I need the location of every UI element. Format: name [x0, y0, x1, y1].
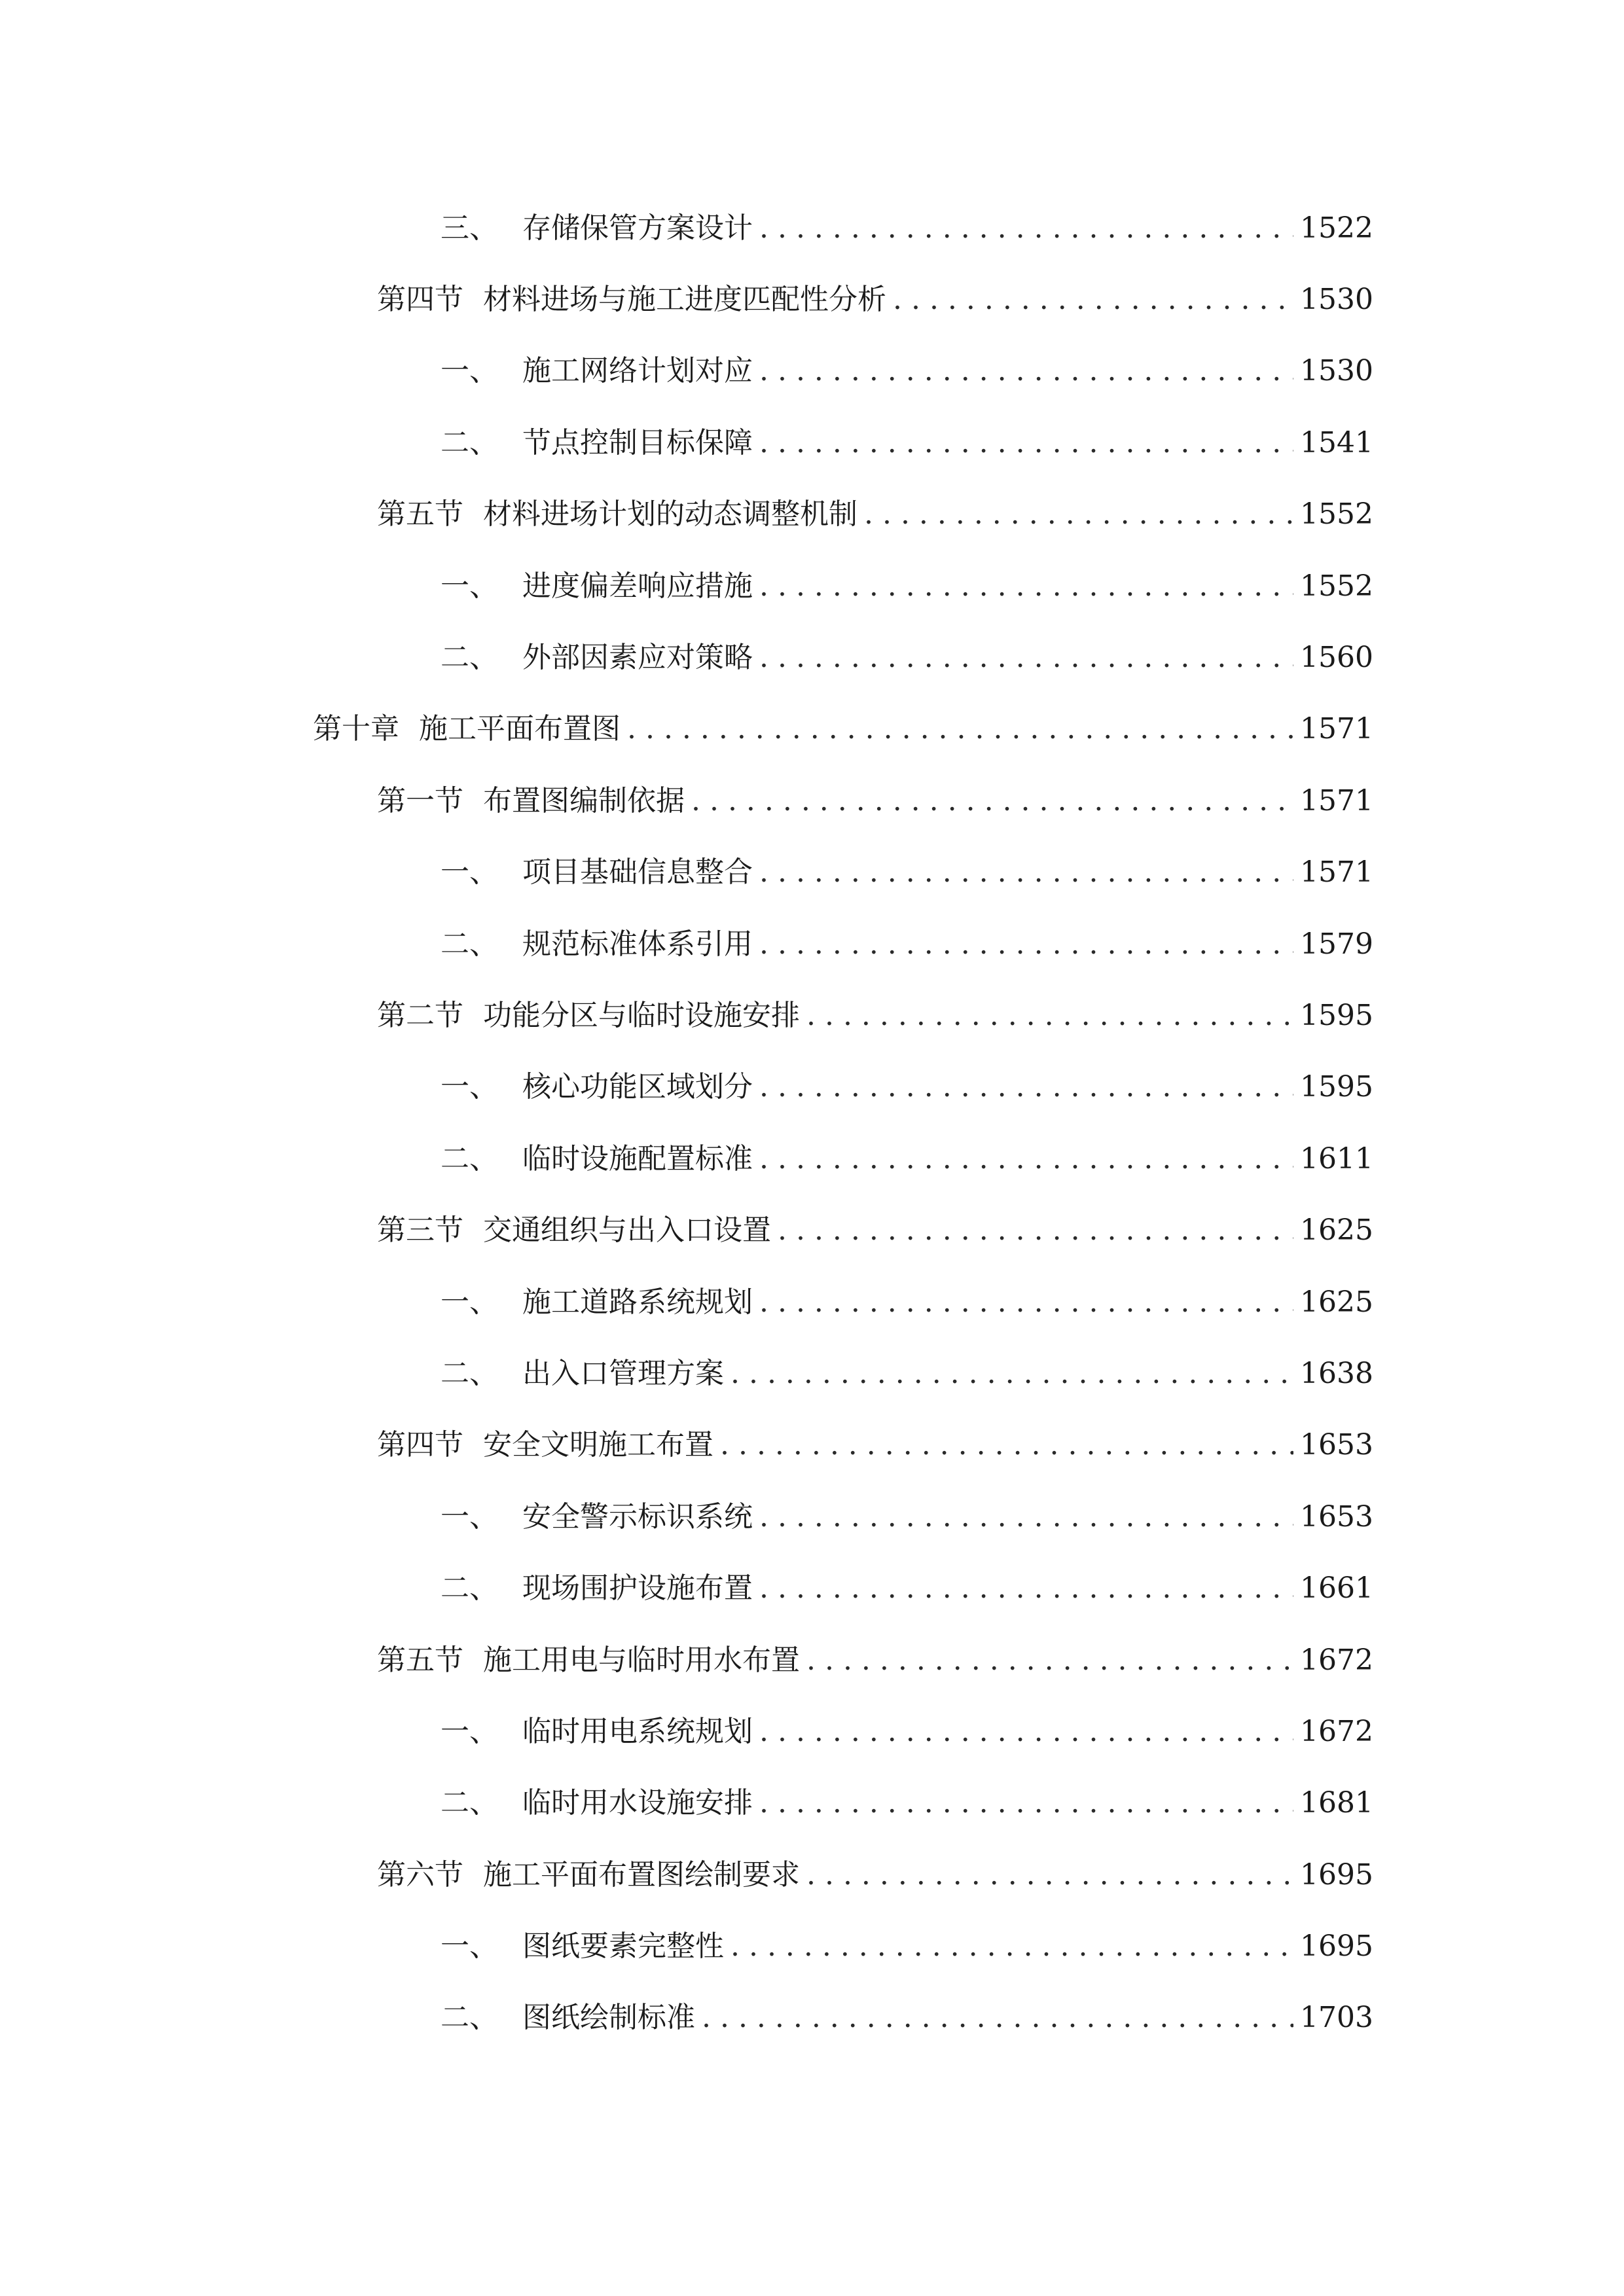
dot-leader: [864, 495, 1293, 534]
toc-entry-page: 1541: [1300, 425, 1373, 459]
toc-entry-number: 第五节: [377, 1643, 463, 1677]
dot-leader: [759, 351, 1293, 391]
toc-entry-number: 一、: [441, 1070, 498, 1104]
dot-leader: [759, 1498, 1293, 1537]
toc-entry[interactable]: [0, 837, 1624, 908]
toc-entry-title: 施工网络计划对应: [522, 354, 753, 388]
dot-leader: [759, 638, 1293, 677]
toc-entry-title: 交通组织与出入口设置: [483, 1213, 771, 1247]
toc-entry[interactable]: [0, 1410, 1624, 1481]
toc-entry-number: 二、: [441, 1571, 498, 1605]
toc-entry-number: 二、: [441, 927, 498, 961]
dot-leader: [893, 280, 1293, 319]
toc-entry[interactable]: [0, 1696, 1624, 1767]
dot-leader: [691, 781, 1293, 821]
toc-entry-page: 1653: [1300, 1428, 1373, 1462]
toc-entry-page: 1530: [1300, 283, 1373, 317]
toc-entry-title: 项目基础信息整合: [522, 855, 753, 889]
toc-entry-number: 一、: [441, 1499, 498, 1534]
toc-entry-number: 二、: [441, 1141, 498, 1175]
toc-entry-title: 图纸绘制标准: [522, 2001, 695, 2035]
dot-leader: [759, 209, 1293, 248]
toc-entry-number: 一、: [441, 855, 498, 889]
toc-entry-page: 1681: [1300, 1786, 1373, 1820]
toc-entry-number: 第六节: [377, 1857, 463, 1892]
dot-leader: [759, 1569, 1293, 1608]
toc-entry-number: 第四节: [377, 1428, 463, 1462]
toc-entry-title: 布置图编制依据: [483, 783, 685, 817]
toc-entry[interactable]: [0, 1481, 1624, 1552]
toc-entry[interactable]: [0, 1123, 1624, 1194]
toc-entry[interactable]: [0, 192, 1624, 264]
toc-entry[interactable]: [0, 1839, 1624, 1910]
table-of-contents: [0, 192, 1624, 2054]
toc-entry-title: 进度偏差响应措施: [522, 569, 753, 603]
toc-entry-number: 一、: [441, 1714, 498, 1748]
toc-entry-title: 施工平面布置图: [419, 712, 621, 746]
dot-leader: [759, 1712, 1293, 1751]
dot-leader: [759, 1283, 1293, 1322]
toc-entry-title: 规范标准体系引用: [522, 927, 753, 961]
toc-entry-title: 施工道路系统规划: [522, 1285, 753, 1319]
toc-entry[interactable]: [0, 1194, 1624, 1266]
toc-entry-number: 第十章: [313, 712, 399, 746]
toc-entry[interactable]: [0, 765, 1624, 836]
toc-entry-title: 核心功能区域划分: [522, 1070, 753, 1104]
dot-leader: [731, 1354, 1293, 1393]
dot-leader: [759, 423, 1293, 463]
dot-leader: [806, 1641, 1293, 1680]
toc-entry-page: 1625: [1300, 1285, 1373, 1319]
toc-entry-page: 1571: [1300, 783, 1373, 817]
toc-entry[interactable]: [0, 407, 1624, 478]
toc-entry-page: 1579: [1300, 927, 1373, 961]
dot-leader: [759, 1067, 1293, 1107]
toc-entry-number: 二、: [441, 1786, 498, 1820]
dot-leader: [806, 1856, 1293, 1895]
toc-entry-title: 安全警示标识系统: [522, 1499, 753, 1534]
toc-entry-page: 1625: [1300, 1213, 1373, 1247]
dot-leader: [759, 567, 1293, 606]
toc-entry-title: 安全文明施工布置: [483, 1428, 713, 1462]
toc-chapter-entry[interactable]: [0, 694, 1624, 765]
toc-entry-title: 功能分区与临时设施安排: [483, 998, 800, 1032]
toc-entry-page: 1571: [1300, 712, 1373, 746]
toc-entry-number: 第五节: [377, 497, 463, 531]
dot-leader: [759, 925, 1293, 964]
toc-entry-number: 第一节: [377, 783, 463, 817]
toc-entry-title: 图纸要素完整性: [522, 1929, 724, 1964]
toc-entry[interactable]: [0, 336, 1624, 407]
dot-leader: [702, 1998, 1293, 2037]
toc-entry[interactable]: [0, 479, 1624, 550]
toc-entry-title: 出入口管理方案: [522, 1356, 724, 1390]
toc-entry[interactable]: [0, 980, 1624, 1051]
dot-leader: [759, 853, 1293, 892]
toc-entry-number: 二、: [441, 641, 498, 675]
toc-entry-page: 1552: [1300, 497, 1373, 531]
toc-entry-page: 1522: [1300, 211, 1373, 245]
toc-entry-number: 第四节: [377, 283, 463, 317]
toc-entry-title: 现场围护设施布置: [522, 1571, 753, 1605]
toc-entry-page: 1703: [1300, 2001, 1373, 2035]
toc-entry-page: 1653: [1300, 1499, 1373, 1534]
toc-entry-page: 1560: [1300, 641, 1373, 675]
toc-entry-number: 二、: [441, 2001, 498, 2035]
toc-entry-title: 材料进场计划的动态调整机制: [483, 497, 857, 531]
dot-leader: [720, 1426, 1293, 1465]
dot-leader: [778, 1211, 1293, 1250]
toc-entry[interactable]: [0, 1768, 1624, 1839]
toc-entry-page: 1672: [1300, 1714, 1373, 1748]
toc-entry[interactable]: [0, 264, 1624, 335]
toc-entry[interactable]: [0, 1552, 1624, 1624]
dot-leader: [627, 709, 1293, 749]
toc-entry-number: 二、: [441, 1356, 498, 1390]
toc-entry-page: 1672: [1300, 1643, 1373, 1677]
toc-entry-title: 临时设施配置标准: [522, 1141, 753, 1175]
toc-entry-page: 1695: [1300, 1929, 1373, 1964]
toc-entry-title: 临时用水设施安排: [522, 1786, 753, 1820]
toc-entry[interactable]: [0, 622, 1624, 693]
toc-entry[interactable]: [0, 1910, 1624, 1982]
toc-entry-title: 施工用电与临时用水布置: [483, 1643, 800, 1677]
toc-entry-number: 二、: [441, 425, 498, 459]
dot-leader: [759, 1784, 1293, 1823]
toc-entry-page: 1595: [1300, 1070, 1373, 1104]
toc-entry[interactable]: [0, 550, 1624, 622]
toc-entry-number: 三、: [441, 211, 498, 245]
toc-entry-number: 一、: [441, 1929, 498, 1964]
toc-entry-page: 1552: [1300, 569, 1373, 603]
toc-entry-page: 1611: [1300, 1141, 1373, 1175]
toc-entry-title: 节点控制目标保障: [522, 425, 753, 459]
toc-entry-page: 1595: [1300, 998, 1373, 1032]
toc-entry[interactable]: [0, 1982, 1624, 2054]
dot-leader: [806, 996, 1293, 1035]
toc-entry-title: 临时用电系统规划: [522, 1714, 753, 1748]
dot-leader: [759, 1139, 1293, 1179]
toc-entry[interactable]: [0, 1052, 1624, 1123]
toc-entry-title: 施工平面布置图绘制要求: [483, 1857, 800, 1892]
toc-entry[interactable]: [0, 1624, 1624, 1696]
toc-entry-page: 1638: [1300, 1356, 1373, 1390]
toc-entry[interactable]: [0, 1266, 1624, 1338]
toc-entry-title: 存储保管方案设计: [522, 211, 753, 245]
toc-entry-page: 1695: [1300, 1857, 1373, 1892]
toc-entry-page: 1571: [1300, 855, 1373, 889]
toc-entry[interactable]: [0, 908, 1624, 980]
toc-entry-title: 外部因素应对策略: [522, 641, 753, 675]
toc-entry-number: 第三节: [377, 1213, 463, 1247]
toc-entry-number: 一、: [441, 569, 498, 603]
dot-leader: [731, 1927, 1293, 1966]
toc-entry-number: 一、: [441, 1285, 498, 1319]
toc-entry-number: 第二节: [377, 998, 463, 1032]
toc-entry-number: 一、: [441, 354, 498, 388]
toc-entry[interactable]: [0, 1338, 1624, 1409]
toc-entry-page: 1530: [1300, 354, 1373, 388]
toc-entry-page: 1661: [1300, 1571, 1373, 1605]
toc-entry-title: 材料进场与施工进度匹配性分析: [483, 283, 886, 317]
